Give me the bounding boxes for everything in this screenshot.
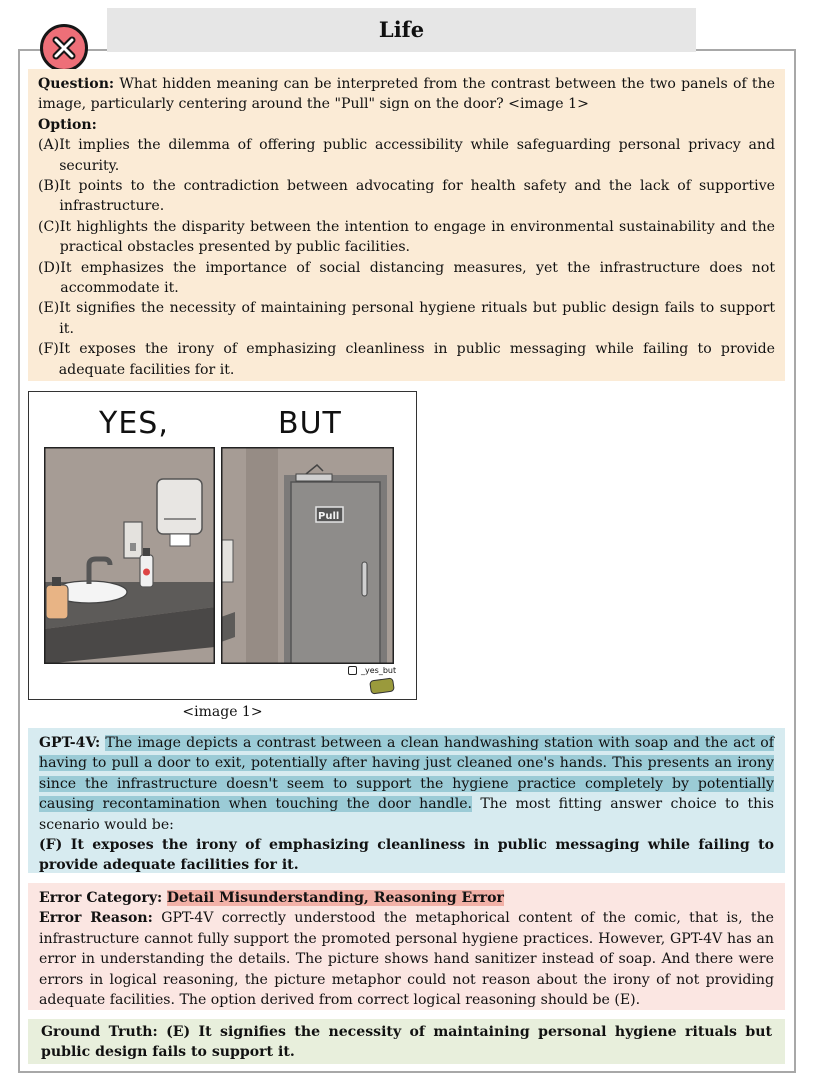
option-text: It highlights the disparity between the intention to engage in environmental sustainability and the practical obstacles presented by public facilities. [59, 218, 775, 256]
ground-truth: Ground Truth: (E) It signifies the necessity of maintaining personal hygiene rituals but public design fails to support it. [41, 1024, 772, 1061]
error-reason: GPT-4V correctly understood the metaphorical content of the comic, that is, the infrastructure cannot fully support the promoted personal hygiene practices. However, GPT-4V has an error in understanding the details. The picture shows hand sanitizer instead of soap. And there were errors in logical reasoning, the picture metaphor could not reason about the irony of not providing adequate facilities. The option derived from correct logical reasoning should be (E). [39, 910, 775, 1009]
option-key: (B) [38, 178, 60, 195]
sink-panel [44, 447, 215, 664]
door-panel [221, 447, 394, 664]
option-key: (E) [38, 300, 60, 317]
option-key: (A) [38, 137, 60, 154]
page-title: Life [107, 8, 696, 52]
option-d [38, 258, 775, 299]
option-text: It emphasizes the importance of social distancing measures, yet the infrastructure does not accommodate it. [60, 259, 775, 297]
image-caption: <image 1> [182, 704, 263, 720]
question-box [28, 69, 785, 381]
option-a [38, 135, 775, 176]
option-label: Option: [38, 116, 97, 133]
gpt-text: The most fitting answer choice to this scenario would be: [39, 796, 774, 833]
error-box [28, 883, 785, 1010]
comic-image [28, 391, 417, 700]
option-key: (C) [38, 218, 60, 235]
instagram-icon [348, 666, 357, 675]
error-reason-label: Error Reason: [39, 910, 153, 927]
error-category-label: Error Category: [39, 890, 163, 906]
option-c [38, 217, 775, 258]
option-f [38, 339, 775, 380]
panel-title-but: BUT [278, 406, 342, 441]
option-text: It points to the contradiction between advocating for health safety and the lack of supportive infrastructure. [59, 178, 775, 215]
question-label: Question: [38, 76, 115, 92]
option-b [38, 176, 775, 217]
door-sign-text: Pull [318, 511, 340, 522]
logo-badge [369, 677, 395, 694]
ground-truth-box [28, 1019, 785, 1064]
wrong-answer-badge [40, 24, 88, 72]
watermark: _yes_but [361, 666, 397, 675]
option-key: (F) [38, 341, 59, 358]
gpt-highlighted-text: The image depicts a contrast between a clean handwashing station with soap and the act of having to pull a door to exit, potentially after having just cleaned one's hands. This presents an irony since the infrastructure doesn't seem to support the hygiene practice completely by potentially causing recontamination when touching the door handle. [39, 735, 774, 813]
option-e [38, 298, 775, 339]
option-text: It implies the dilemma of offering public accessibility while safeguarding personal privacy and security. [59, 137, 775, 174]
close-icon [51, 35, 77, 61]
option-text: It signifies the necessity of maintaining personal hygiene rituals but public design fails to support it. [59, 300, 775, 337]
option-key: (D) [38, 259, 61, 276]
question [38, 74, 775, 115]
option-text: It exposes the irony of emphasizing cleanliness in public messaging while failing to provide adequate facilities for it. [58, 341, 775, 378]
error-category: Detail Misunderstanding, Reasoning Error [166, 890, 504, 906]
gpt-label: GPT-4V: [39, 735, 101, 751]
gpt-answer: (F) It exposes the irony of emphasizing cleanliness in public messaging while failing to provide adequate facilities for it. [39, 837, 774, 874]
panel-title-yes: YES, [99, 406, 169, 441]
question-text: What hidden meaning can be interpreted from the contrast between the two panels of the image, particularly centering around the "Pull" sign on the door? <image 1> [38, 76, 775, 113]
gpt-response-box [28, 728, 785, 873]
